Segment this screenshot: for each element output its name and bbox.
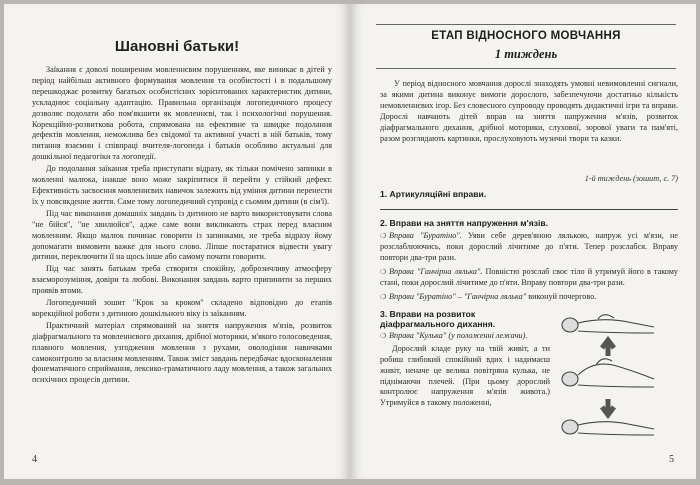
breathing-illustrations [558, 309, 668, 456]
section-divider [380, 209, 678, 210]
breathing-text-column [380, 309, 550, 409]
exercise-item [380, 231, 678, 264]
section-muscle-tension: 2. Вправи на зняття напруження м'язів. [380, 218, 549, 229]
stage-header [376, 24, 676, 69]
intro-paragraph: У період відносного мовчання дорослі знаходять умовні невимовленні сигнали, за якими дитина виконує вимоги дорослого, забезпечуючи достатньо кількість немовленнєвих ігор. Без словесного супроводу проводять дидактичні ігри та вправи. Дорослі навчають дітей вправ на зняття напруження м'язів, розвиток діафрагмального дихання, дрібної моторики, слухової, зорової уваги та пам'яті, разом розглядають картинки, прослуховують музичні твори та казки. [380, 79, 678, 143]
left-page [4, 4, 350, 479]
exercise-balloon-name: Вправа "Кулька" [389, 330, 447, 340]
left-page-number: 4 [32, 454, 37, 465]
exercise-item [380, 267, 678, 289]
stage-title: ЕТАП ВІДНОСНОГО МОВЧАННЯ [431, 30, 621, 42]
right-page-number: 5 [669, 454, 674, 465]
exercise-balloon [380, 331, 550, 342]
exercise-name: Вправа "Буратіно". [389, 231, 462, 241]
left-paragraph-4: Під час занять батькам треба створити спокійну, доброзичливу атмосферу взаєморозуміння, довіри та любові. Виконання завдань варто припинити за перших проявів втоми. [32, 264, 332, 296]
circle-bullet-icon: ❍ [380, 331, 387, 340]
section-breathing: 3. Вправи на розвиток діафрагмального дихання. [380, 308, 496, 329]
exercise-balloon-note: (у положенні лежачи). [446, 330, 528, 340]
left-paragraph-5: Логопедичний зошит "Крок за кроком" складено відповідно до етапів корекційної роботи з дитиною дошкільного віку із заїканням. [32, 298, 332, 318]
week-title: 1 тиждень [494, 47, 558, 61]
left-paragraph-6: Практичний матеріал спрямований на зняття напруження м'язів, розвиток діафрагмального та мовленнєвого дихання, дрібної моторики, м'якого голосоведення, плавного мовлення, узгодження мовлення з рухами, оволодіння навичками самоконтролю за власним мовленням. Також зміст завдань передбачає вдосконалення фонематичного сприймання, лексико-граматичного ладу мовлення, а також загальних психічних процесів дитини. [32, 320, 332, 385]
exercise-name: Вправи "Буратіно" – "Ганчірна лялька" [389, 291, 527, 301]
breathing-section [380, 309, 696, 456]
exercise-name: Вправа "Ганчірна лялька". [389, 267, 483, 277]
left-paragraph-1: Заїкання є доволі поширеним мовленнєвим порушенням, яке виникає в дітей у період найбільш активного формування мовлення та особистості і в подальшому перешкоджає розвитку багатьох особистісних зорієнтованих характеристик дитини, ускладнює соціальну адаптацію. Правильна організація логопедичного процесу дозволяє подолати або пом'якшити як мовленнєві, так і психологічні порушення. Корекційно-розвиткова робота, спрямована на ефективне та швидке подолання дефектів мовлення, неможлива без свідомої та активної участі в ній батьків, тому питання взаємин і співпраці вчителя-логопеда і батьків особливо актуальні для дошкільної педагогіки та логопедії. [32, 65, 332, 162]
left-paragraph-2: До подолання заїкання треба приступати відразу, як тільки помічено запинки в мовленні малюка, інакше воно може закріпитися й перейти у стійкий дефект. Ефективність засвоєння мовленнєвих навичок залежить від уміння дитини перенести їх у повсякденне життя. Саме тому логопедичний супровід є сьомим дитини (в сім'ї). [32, 164, 332, 206]
circle-bullet-icon: ❍ [380, 268, 387, 277]
right-page [350, 4, 696, 479]
week-note: 1-й тиждень (зошит, с. 7) [584, 174, 678, 184]
exercise-balloon-text: Дорослий кладе руку на твій живіт, а ти робиш глибокий спокійний вдих і надимаєш живіт, неначе це велика повітряна кулька, не піднімаючи плечей. (При цьому дорослий контролює напруження м'язів живота.) Утримуйся в такому положенні, [380, 343, 550, 408]
circle-bullet-icon: ❍ [380, 292, 387, 301]
section-articulation: 1. Артикуляційні вправи. [380, 189, 487, 200]
exercise-item [380, 292, 678, 303]
exercise-text: Повністю розслаб своє тіло й утримуй його в такому стані, поки дорослий лічитиме до п'яти. Вправу повтори два-три рази. [380, 267, 679, 288]
left-page-title: Шановні батьки! [114, 38, 240, 55]
circle-bullet-icon: ❍ [380, 232, 387, 241]
exercise-text: виконуй почергово. [526, 291, 597, 301]
exercise-text: Уяви себе дерев'яною лялькою, напруж усі м'язи, не розслаблюючись, поки дорослий лічитиме до п'яти. Тепер розслабся. Вправу повтори два-три рази. [380, 231, 678, 263]
left-paragraph-3: Під час виконання домашніх завдань із дитиною не варто використовувати слова "не бійся", "не хвилюйся", адже саме вони викликають страх перед власним мовленням. Якщо малюк починає говорити із запинками, не треба відразу йому допомагати вимовити важке для нього слово. Ліпше постаратися відвести увагу дитини, переключити її на щось інше або самому почати говорити. [32, 208, 332, 262]
lying-child-illustration [558, 309, 668, 451]
